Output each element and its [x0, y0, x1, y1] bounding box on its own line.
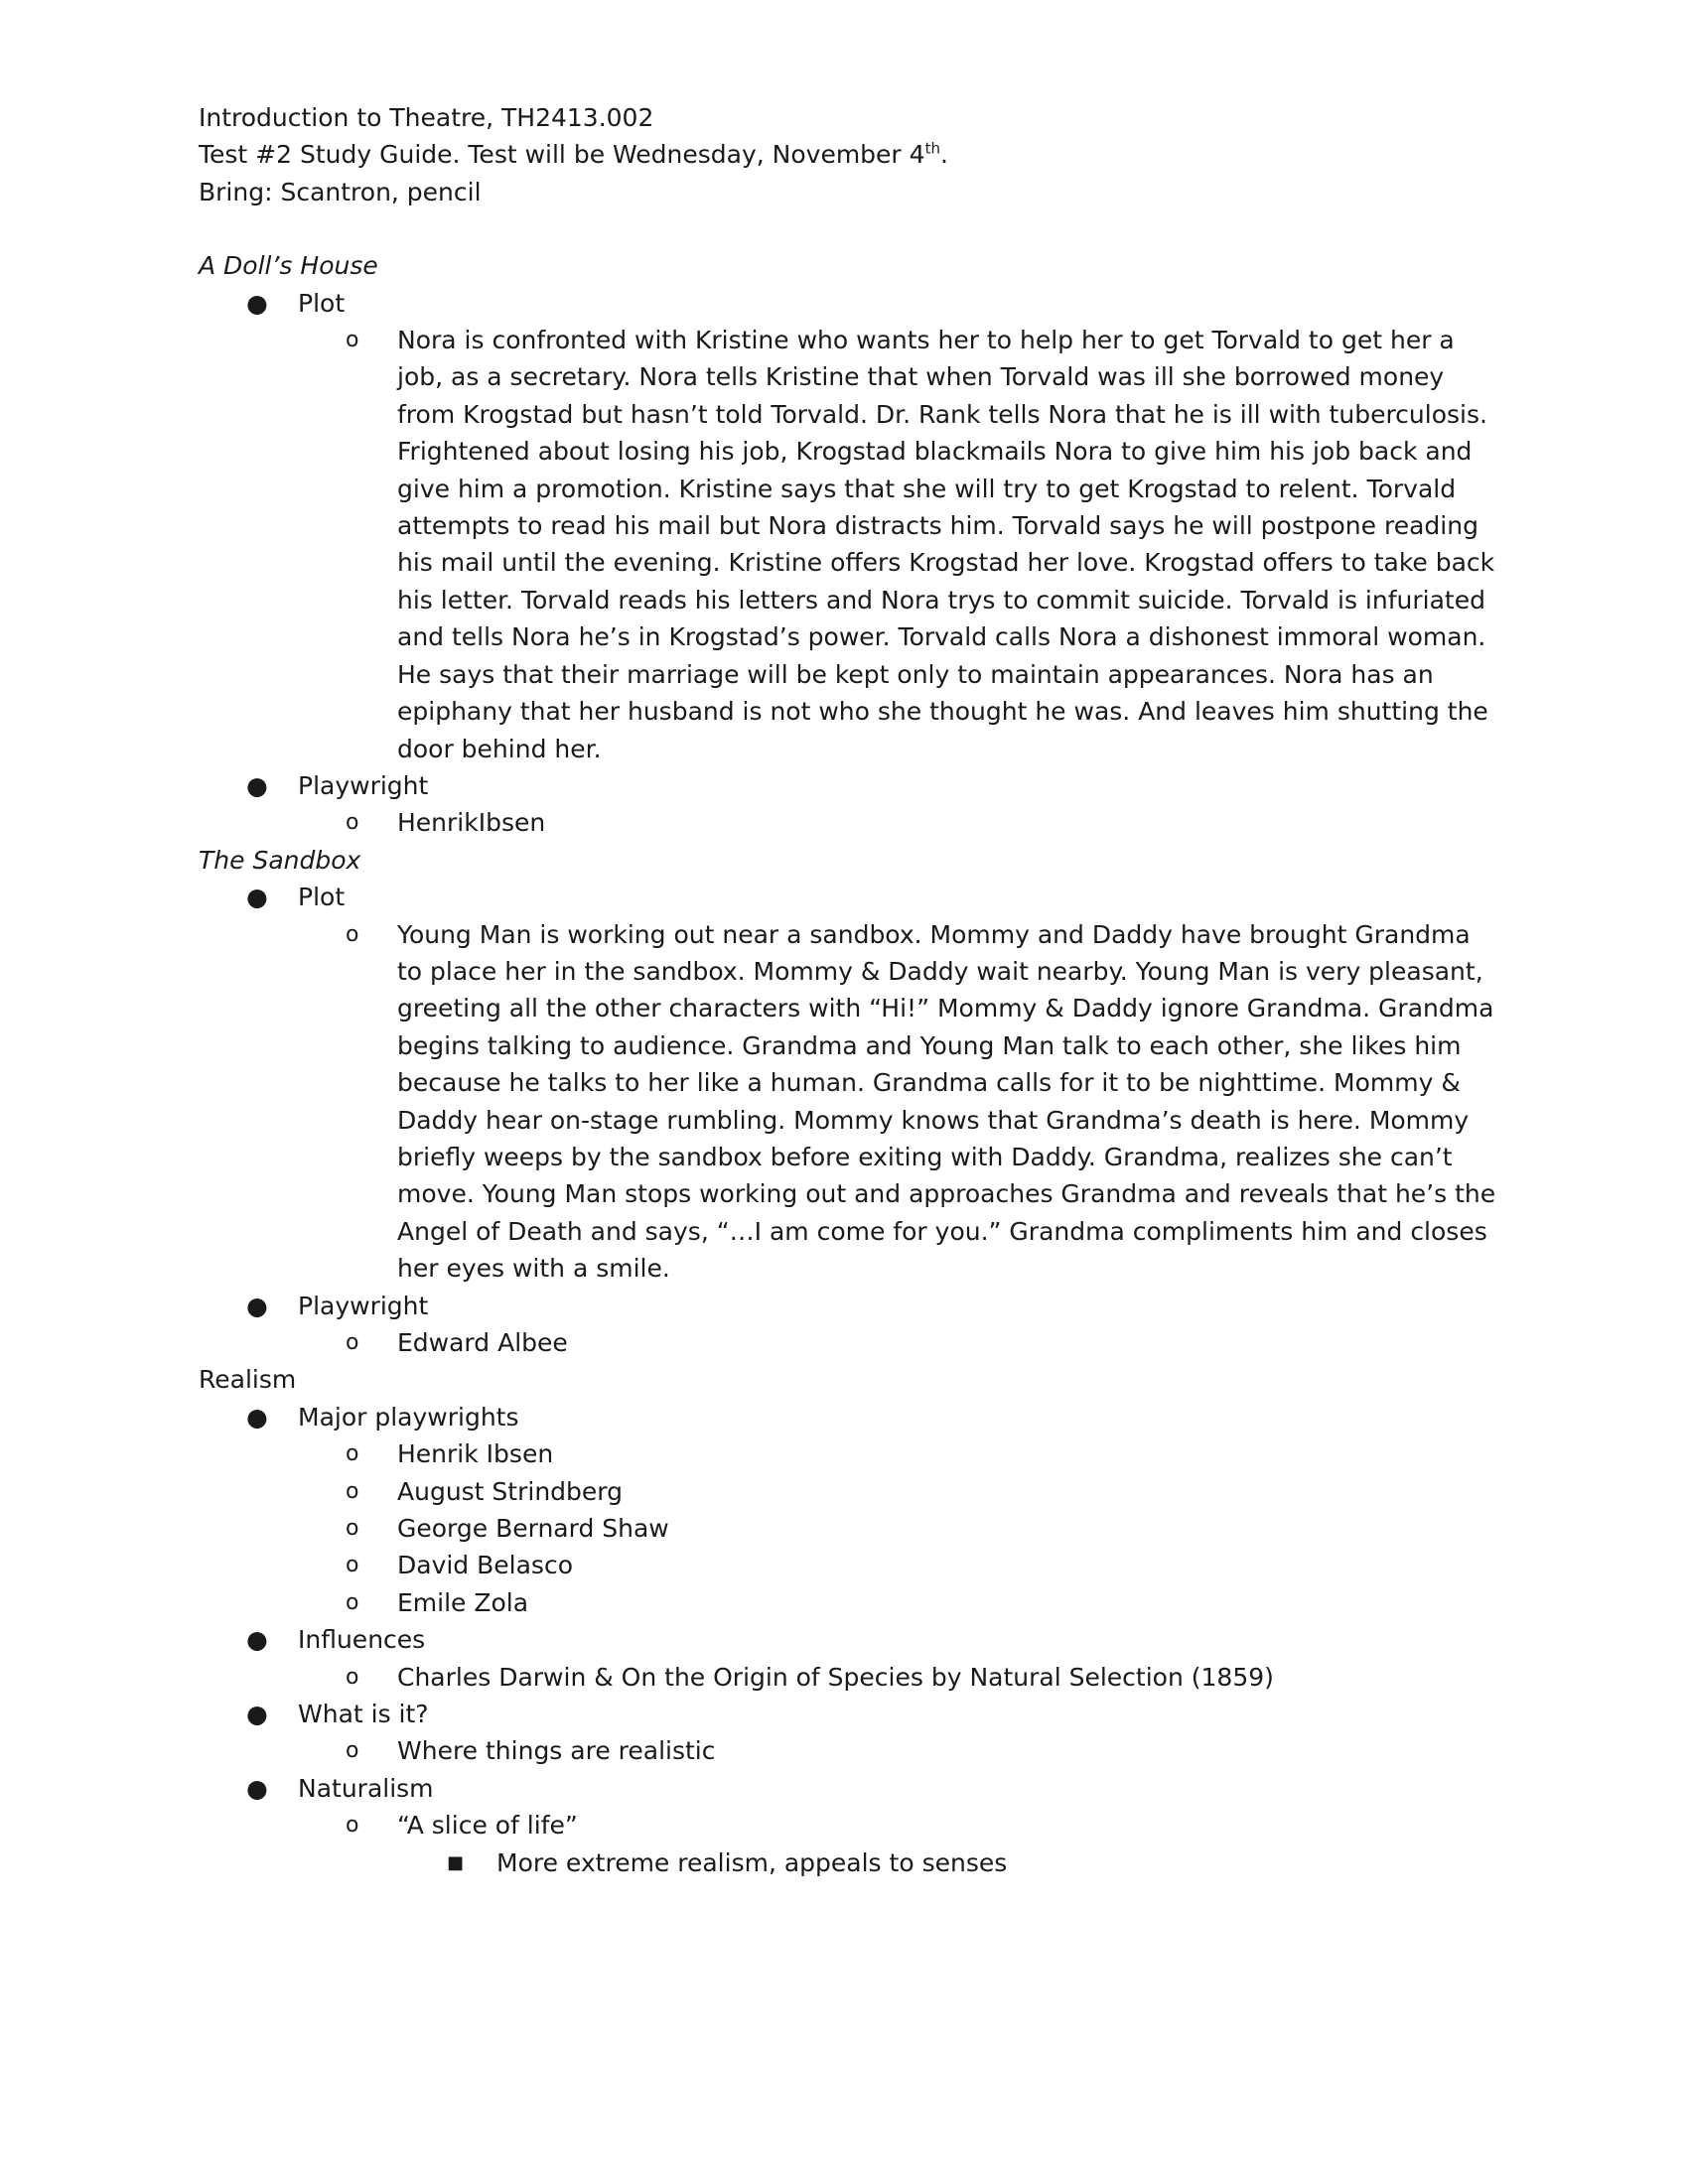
list-item-plot: ● Plot: [199, 879, 1489, 915]
plot-text: [397, 322, 1495, 767]
date-ordinal-suffix: th: [924, 140, 940, 159]
test-date-line: Test #2 Study Guide. Test will be Wednesday, November 4th.: [199, 140, 948, 170]
plot-line: Frightened about losing his job, Krogstad blackmails Nora to give him his job back and: [397, 437, 1473, 467]
plot-line: door behind her.: [397, 734, 602, 763]
circle-bullet-icon: o: [346, 1478, 359, 1504]
circle-bullet-icon: o: [346, 1516, 359, 1542]
list-item-playwright-name: o George Bernard Shaw: [199, 1510, 1489, 1547]
playwright-name: o HenrikIbsen: [199, 804, 1489, 841]
circle-bullet-icon: o: [346, 1330, 359, 1355]
list-item-plot: ● Plot: [199, 285, 1489, 322]
bullet-icon: ●: [246, 288, 268, 318]
plot-line: because he talks to her like a human. Grandma calls for it to be nighttime. Mommy &: [397, 1068, 1461, 1098]
plot-line: Angel of Death and says, “…I am come for you.” Grandma compliments him and closes: [397, 1216, 1487, 1246]
bullet-icon: ●: [246, 1773, 268, 1803]
bullet-icon: ●: [246, 1291, 268, 1320]
plot-line: to place her in the sandbox. Mommy & Daddy wait nearby. Young Man is very pleasant,: [397, 956, 1483, 986]
list-item-naturalism-detail: ■ More extreme realism, appeals to senses: [199, 1844, 1489, 1881]
plot-line: job, as a secretary. Nora tells Kristine that when Torvald was ill she borrowed money: [397, 362, 1445, 392]
list-item-influence: o Charles Darwin & On the Origin of Species by Natural Selection (1859): [199, 1659, 1489, 1696]
list-item-major-playwrights: ● Major playwrights: [199, 1399, 1489, 1435]
list-item-naturalism: ● Naturalism: [199, 1770, 1489, 1807]
bullet-icon: ●: [246, 1402, 268, 1432]
square-bullet-icon: ■: [447, 1851, 465, 1873]
plot-line: begins talking to audience. Grandma and Young Man talk to each other, she likes him: [397, 1030, 1462, 1060]
plot-summary-sandbox: [199, 916, 1496, 1288]
circle-bullet-icon: o: [346, 1664, 359, 1690]
list-item-playwright-name: o August Strindberg: [199, 1473, 1489, 1510]
list-item-playwright: ● Playwright: [199, 1288, 1489, 1324]
plot-line: his mail until the evening. Kristine offers Krogstad her love. Krogstad offers to take back: [397, 548, 1495, 578]
circle-bullet-icon: o: [346, 921, 359, 947]
plot-line: attempts to read his mail but Nora distracts him. Torvald says he will postpone reading: [397, 511, 1478, 541]
plot-line: his letter. Torvald reads his letters and Nora trys to commit suicide. Torvald is infuriated: [397, 585, 1485, 614]
circle-bullet-icon: o: [346, 1813, 359, 1839]
plot-line: from Krogstad but hasn’t told Torvald. Dr. Rank tells Nora that he is ill with tuberculosis.: [397, 399, 1487, 429]
section-title-sandbox: The Sandbox: [199, 845, 361, 875]
bullet-icon: ●: [246, 883, 268, 912]
list-item-playwright-name: o David Belasco: [199, 1547, 1489, 1583]
plot-line: Nora is confronted with Kristine who wants her to help her to get Torvald to get her a: [397, 326, 1455, 355]
course-title: Introduction to Theatre, TH2413.002: [199, 103, 654, 132]
spacer: [199, 210, 1489, 247]
plot-line: epiphany that her husband is not who she thought he was. And leaves him shutting the: [397, 697, 1488, 727]
bring-line: Bring: Scantron, pencil: [199, 177, 482, 206]
plot-line: briefly weeps by the sandbox before exiting with Daddy. Grandma, realizes she can’t: [397, 1142, 1453, 1171]
circle-bullet-icon: o: [346, 328, 359, 353]
circle-bullet-icon: o: [346, 810, 359, 836]
plot-line: Young Man is working out near a sandbox. Mommy and Daddy have brought Grandma: [397, 919, 1471, 949]
bullet-icon: ●: [246, 1625, 268, 1655]
plot-line: greeting all the other characters with “Hi!” Mommy & Daddy ignore Grandma. Grandma: [397, 994, 1494, 1024]
plot-line: and tells Nora he’s in Krogstad’s power. Torvald calls Nora a dishonest immoral woman.: [397, 622, 1486, 652]
circle-bullet-icon: o: [346, 1553, 359, 1578]
list-item-playwright-name: o Emile Zola: [199, 1584, 1489, 1621]
bullet-icon: ●: [246, 1700, 268, 1729]
list-item-playwright-name: o Henrik Ibsen: [199, 1435, 1489, 1472]
plot-line: Daddy hear on-stage rumbling. Mommy knows that Grandma’s death is here. Mommy: [397, 1105, 1470, 1135]
list-item-naturalism-quote: o “A slice of life”: [199, 1807, 1489, 1843]
plot-text: [397, 916, 1496, 1288]
plot-summary-dolls-house: [199, 322, 1495, 767]
section-title-realism: Realism: [199, 1365, 297, 1395]
section-title-dolls-house: A Doll’s House: [199, 251, 378, 281]
plot-line: give him a promotion. Kristine says that she will try to get Krogstad to relent. Torvald: [397, 474, 1457, 503]
list-item-what-is-it: ● What is it?: [199, 1696, 1489, 1732]
study-guide-page: [199, 99, 1496, 1881]
list-item-definition: o Where things are realistic: [199, 1732, 1489, 1769]
bullet-icon: ●: [246, 770, 268, 800]
circle-bullet-icon: o: [346, 1589, 359, 1615]
plot-line: He says that their marriage will be kept only to maintain appearances. Nora has an: [397, 659, 1434, 689]
playwright-name: o Edward Albee: [199, 1324, 1489, 1361]
circle-bullet-icon: o: [346, 1441, 359, 1467]
list-item-playwright: ● Playwright: [199, 767, 1489, 804]
plot-line: her eyes with a smile.: [397, 1254, 670, 1284]
plot-line: move. Young Man stops working out and approaches Grandma and reveals that he’s the: [397, 1179, 1496, 1209]
circle-bullet-icon: o: [346, 1738, 359, 1764]
list-item-influences: ● Influences: [199, 1621, 1489, 1658]
